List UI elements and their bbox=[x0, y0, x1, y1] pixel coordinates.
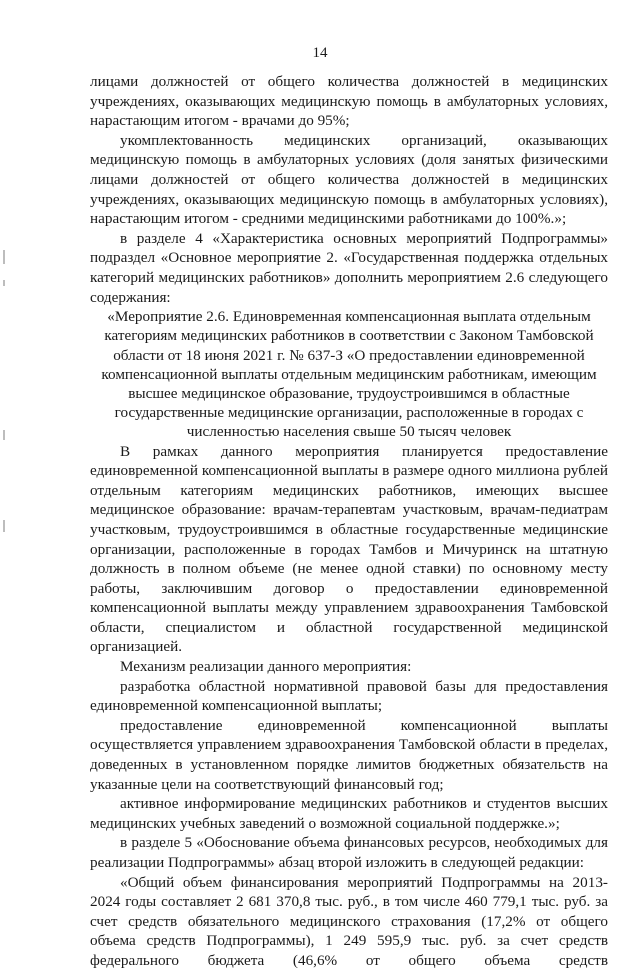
document-body bbox=[90, 72, 608, 971]
paragraph: предоставление единовременной компенсационной выплаты осуществляется управлением здравоохранения Тамбовской области в пределах, доведенных в установленном порядке лимитов бюджетных обязательств на указанные цели на соответствующий финансовый год; bbox=[90, 716, 608, 793]
paragraph: разработка областной нормативной правовой базы для предоставления единовременной компенсационной выплаты; bbox=[90, 677, 608, 715]
paragraph: Механизм реализации данного мероприятия: bbox=[120, 658, 412, 676]
paragraph-continued: «Общий объем финансирования мероприятий Подпрограммы на 2013-2024 годы составляет 2 681 370,8 тыс. руб., в том числе 460 779,1 тыс. руб. за счет средств обязательного медицинского страхования (17,2% от общего объема средств Подпрограммы), 1 249 595,9 тыс. руб. за счет средств федерального бюджета (46,6% от общего объема средств bbox=[90, 873, 608, 969]
paragraph: в разделе 5 «Обоснование объема финансовых ресурсов, необходимых для реализации Подпрограммы» абзац второй изложить в следующей редакции: bbox=[90, 834, 608, 872]
page-number: 14 bbox=[312, 45, 328, 61]
paragraph: активное информирование медицинских работников и студентов высших медицинских учебных заведений о возможной социальной поддержке.»; bbox=[90, 795, 608, 832]
quoted-measure-title: «Мероприятие 2.6. Единовременная компенсационная выплата отдельным категориям медицинских работников в соответствии с Законом Тамбовской области от 18 июня 2021 г. № 637-З «О предоставлении единовременной компенсационной выплаты отдельным медицинским работникам, имеющим высшее медицинское образование, трудоустроившимся в областные государственные медицинские организации, расположенные в городах с численностью населения свыше 50 тысяч человек bbox=[101, 308, 597, 441]
paragraph: лицами должностей от общего количества должностей в медицинских учреждениях, оказывающих медицинскую помощь в амбулаторных условиях, нарастающим итогом - врачами до 95%; bbox=[90, 73, 608, 130]
paragraph: В рамках данного мероприятия планируется предоставление единовременной компенсационной выплаты в размере одного миллиона рублей отдельным категориям медицинских работников, имеющих высшее медицинское образование: врачам-терапевтам участковым, врачам-педиатрам участковым, трудоустроившимся в областные государственные медицинские организации, расположенные в городах Тамбов и Мичуринск на штатную должность в полном объеме (не менее одной ставки) по основному месту работы, заключившим договор о предоставлении единовременной компенсационной выплаты между управлением здравоохранения Тамбовской области, специалистом и областной государственной медицинской организацией. bbox=[90, 442, 608, 656]
paragraph: в разделе 4 «Характеристика основных мероприятий Подпрограммы» подраздел «Основное мероприятие 2. «Государственная поддержка отдельных категорий медицинских работников» дополнить мероприятием 2.6 следующего содержания: bbox=[90, 229, 608, 306]
binding-margin-marks bbox=[3, 250, 7, 550]
paragraph: укомплектованность медицинских организаций, оказывающих медицинскую помощь в амбулаторных условиях (доля занятых физическими лицами должностей от общего количества должностей в медицинских учреждениях, оказывающих медицинскую помощь в амбулаторных условиях), нарастающим итогом - средними медицинскими работниками до 100%.»; bbox=[90, 131, 608, 228]
